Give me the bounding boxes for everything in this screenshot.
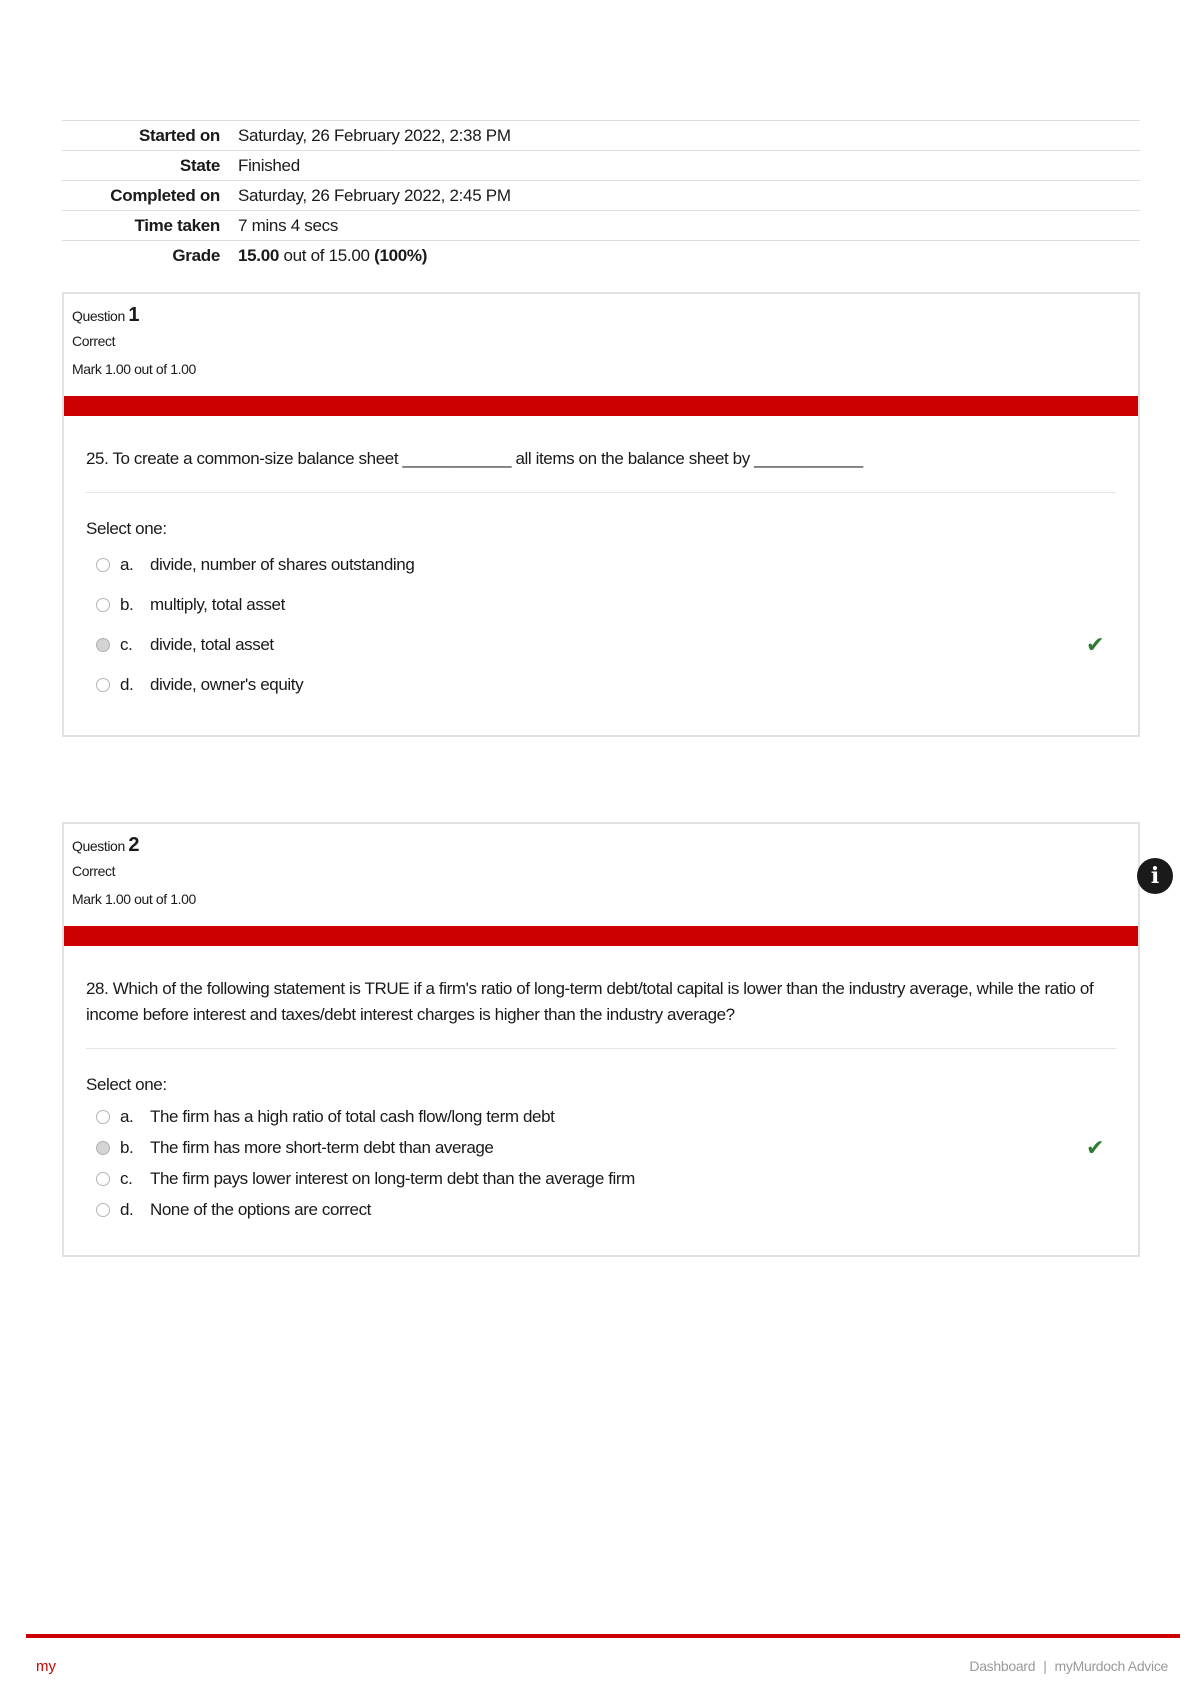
question-mark: Mark 1.00 out of 1.00 xyxy=(72,361,196,377)
question-text: 28. Which of the following statement is TRUE if a firm's ratio of long-term debt/total capital is lower than the industry average, while the ratio of income before interest and taxes/debt interest charges is higher than the industry average? xyxy=(86,976,1116,1049)
footer-divider xyxy=(26,1634,1180,1638)
question-mark: Mark 1.00 out of 1.00 xyxy=(72,891,196,907)
answer-option-selected[interactable] xyxy=(86,625,1116,665)
answer-letter: c. xyxy=(120,1168,133,1188)
answer-text: divide, total asset xyxy=(150,635,274,654)
answer-letter: d. xyxy=(120,675,134,694)
answer-option-selected[interactable] xyxy=(86,1132,1116,1163)
answer-option[interactable] xyxy=(86,1194,1116,1225)
summary-value: Saturday, 26 February 2022, 2:45 PM xyxy=(238,185,511,205)
radio-button[interactable] xyxy=(96,1172,110,1186)
answer-text: The firm has a high ratio of total cash flow/long term debt xyxy=(150,1106,555,1126)
summary-value: 7 mins 4 secs xyxy=(238,215,339,235)
question-prefix: Question xyxy=(72,308,129,324)
answer-option[interactable] xyxy=(86,545,1116,585)
answer-list xyxy=(86,545,1116,705)
summary-row-started xyxy=(62,121,1140,151)
summary-label: Started on xyxy=(138,125,220,145)
footer-separator: | xyxy=(1043,1658,1047,1674)
summary-row-grade xyxy=(62,241,1140,271)
answer-option[interactable] xyxy=(86,665,1116,705)
answer-letter: b. xyxy=(120,595,134,614)
question-info xyxy=(64,294,1138,396)
answer-option[interactable] xyxy=(86,585,1116,625)
question-divider-bar xyxy=(64,396,1138,416)
select-prompt: Select one: xyxy=(86,519,167,538)
grade-percent: (100%) xyxy=(374,245,428,265)
grade-out-of: out of 15.00 xyxy=(279,245,375,265)
summary-value: Saturday, 26 February 2022, 2:38 PM xyxy=(238,125,511,145)
question-state: Correct xyxy=(72,333,116,349)
answer-letter: d. xyxy=(120,1199,134,1219)
check-icon: ✔ xyxy=(1085,1134,1104,1160)
answer-text: The firm pays lower interest on long-term debt than the average firm xyxy=(150,1168,635,1188)
info-icon[interactable]: i xyxy=(1137,858,1173,894)
summary-label: Grade xyxy=(172,245,220,265)
radio-button[interactable] xyxy=(96,598,110,612)
summary-row-state xyxy=(62,151,1140,181)
answer-text: The firm has more short-term debt than average xyxy=(150,1137,494,1157)
footer-brand[interactable]: my xyxy=(36,1658,56,1675)
summary-value xyxy=(232,241,1140,271)
question-number: 2 xyxy=(128,834,140,856)
radio-button-checked[interactable] xyxy=(96,638,110,652)
answer-list xyxy=(86,1101,1116,1225)
footer-link-dashboard[interactable]: Dashboard xyxy=(969,1658,1036,1674)
question-state: Correct xyxy=(72,863,116,879)
answer-option[interactable] xyxy=(86,1163,1116,1194)
question-content xyxy=(64,416,1138,735)
answer-text: None of the options are correct xyxy=(150,1199,372,1219)
radio-button-checked[interactable] xyxy=(96,1141,110,1155)
summary-label: Time taken xyxy=(134,215,220,235)
summary-value: Finished xyxy=(238,155,300,175)
question-info xyxy=(64,824,1138,926)
question-text: 25. To create a common-size balance sheet ____________ all items on the balance sheet by ____________ xyxy=(86,446,1116,493)
answer-letter: a. xyxy=(120,1106,134,1126)
question-content xyxy=(64,946,1138,1255)
radio-button[interactable] xyxy=(96,1110,110,1124)
question-prefix: Question xyxy=(72,838,129,854)
answer-letter: b. xyxy=(120,1137,134,1157)
question-card xyxy=(62,292,1140,737)
answer-letter: c. xyxy=(120,635,133,654)
radio-button[interactable] xyxy=(96,678,110,692)
grade-score: 15.00 xyxy=(238,245,280,265)
question-card xyxy=(62,822,1140,1257)
attempt-summary-table xyxy=(62,120,1140,271)
answer-text: divide, owner's equity xyxy=(150,675,304,694)
answer-letter: a. xyxy=(120,555,134,574)
summary-label: Completed on xyxy=(110,185,220,205)
answer-text: multiply, total asset xyxy=(150,595,285,614)
radio-button[interactable] xyxy=(96,1203,110,1217)
check-icon: ✔ xyxy=(1085,632,1104,657)
answer-text: divide, number of shares outstanding xyxy=(150,555,415,574)
summary-row-time-taken xyxy=(62,211,1140,241)
summary-label: State xyxy=(179,155,220,175)
radio-button[interactable] xyxy=(96,558,110,572)
select-prompt: Select one: xyxy=(86,1075,167,1094)
footer-link-advice[interactable]: myMurdoch Advice xyxy=(1054,1658,1168,1674)
summary-row-completed xyxy=(62,181,1140,211)
footer-links xyxy=(969,1658,1168,1674)
question-divider-bar xyxy=(64,926,1138,946)
answer-option[interactable] xyxy=(86,1101,1116,1132)
question-number: 1 xyxy=(128,304,140,326)
